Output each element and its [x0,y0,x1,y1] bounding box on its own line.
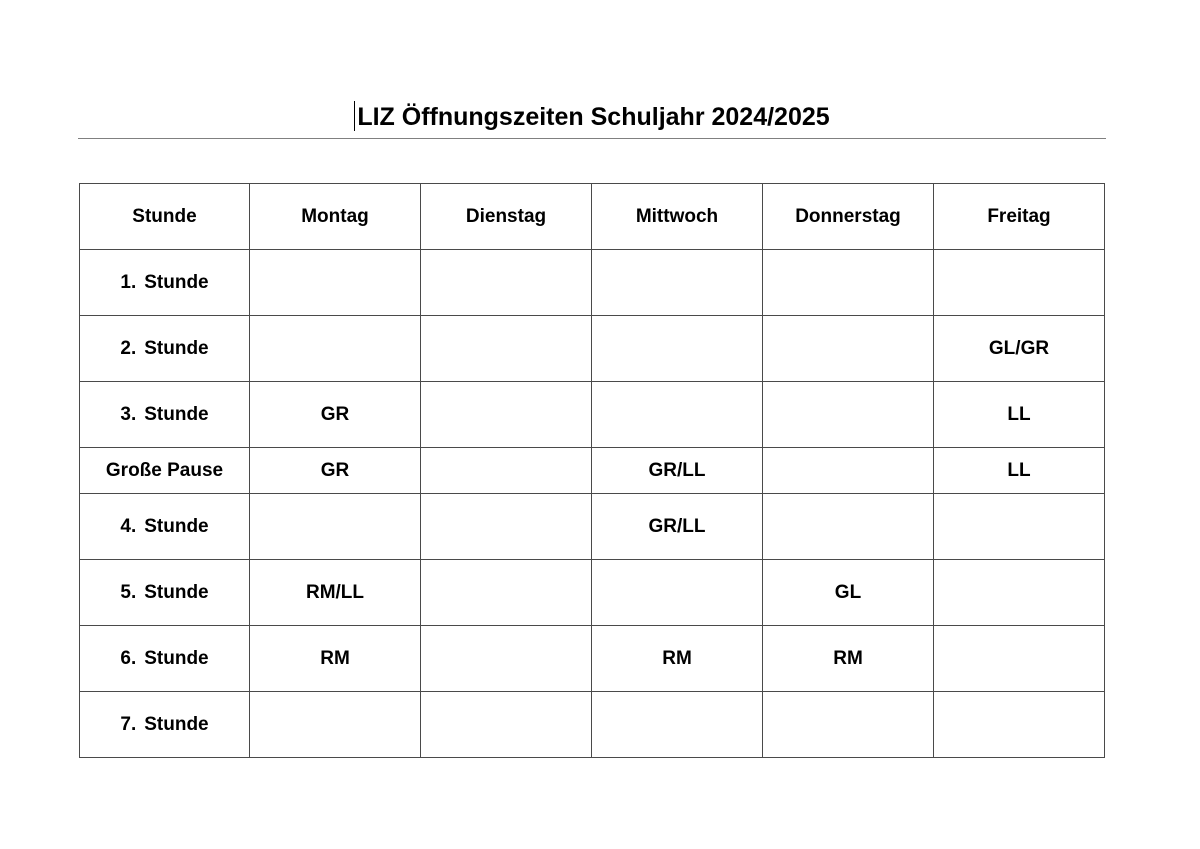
table-row [80,692,1105,758]
row-label-text: Stunde [144,337,209,359]
table-cell [934,494,1105,560]
table-cell [421,316,592,382]
table-cell: GR/LL [592,448,763,494]
page-title-text: LIZ Öffnungszeiten Schuljahr 2024/2025 [357,103,830,131]
row-label [80,494,250,560]
table-row [80,250,1105,316]
table-cell [763,448,934,494]
table-cell [763,250,934,316]
row-label [80,560,250,626]
row-label [80,250,250,316]
header-dienstag: Dienstag [421,184,592,250]
table-cell: RM [592,626,763,692]
row-label [80,316,250,382]
page-title [78,100,1106,134]
row-number: 1. [120,271,137,293]
table-cell: LL [934,448,1105,494]
table-row [80,316,1105,382]
table-cell [592,316,763,382]
table-cell: GR [250,448,421,494]
table-cell: GR/LL [592,494,763,560]
table-cell [250,250,421,316]
table-cell [763,494,934,560]
row-number: 5. [120,581,137,603]
table-cell [763,692,934,758]
row-label-text: Stunde [144,403,209,425]
table-cell [421,250,592,316]
row-number: 7. [120,713,137,735]
table-cell [934,560,1105,626]
table-header-row [80,184,1105,250]
row-label-text: Stunde [144,515,209,537]
table-cell [934,250,1105,316]
table-cell [250,494,421,560]
table-cell: GL [763,560,934,626]
row-label [80,692,250,758]
table-cell [763,316,934,382]
table-row [80,560,1105,626]
table-row [80,626,1105,692]
header-stunde: Stunde [80,184,250,250]
table-cell [592,382,763,448]
row-label [80,626,250,692]
table-cell: RM [250,626,421,692]
table-row [80,382,1105,448]
table-cell [250,316,421,382]
text-cursor [354,101,355,131]
title-divider [78,138,1106,139]
table-cell [421,448,592,494]
table-row [80,494,1105,560]
table-cell [421,692,592,758]
table-cell [250,692,421,758]
table-cell [934,626,1105,692]
table-cell [592,250,763,316]
table-cell [421,494,592,560]
table-cell: GR [250,382,421,448]
opening-hours-table [79,183,1105,758]
table-cell [421,560,592,626]
row-number: 6. [120,647,137,669]
row-label-text: Stunde [144,647,209,669]
table-cell: RM [763,626,934,692]
table-cell [592,692,763,758]
table-cell: LL [934,382,1105,448]
header-mittwoch: Mittwoch [592,184,763,250]
header-freitag: Freitag [934,184,1105,250]
table-row [80,448,1105,494]
table-cell: RM/LL [250,560,421,626]
table-cell [421,626,592,692]
table-cell [592,560,763,626]
row-number: 3. [120,403,137,425]
table-cell [421,382,592,448]
row-label-text: Große Pause [105,459,224,481]
row-number: 2. [120,337,137,359]
row-label-text: Stunde [144,713,209,735]
header-donnerstag: Donnerstag [763,184,934,250]
row-label-text: Stunde [144,271,209,293]
row-label [80,382,250,448]
row-number: 4. [120,515,137,537]
table-cell [763,382,934,448]
row-label-text: Stunde [144,581,209,603]
table-cell: GL/GR [934,316,1105,382]
header-montag: Montag [250,184,421,250]
table-cell [934,692,1105,758]
row-label [80,448,250,494]
